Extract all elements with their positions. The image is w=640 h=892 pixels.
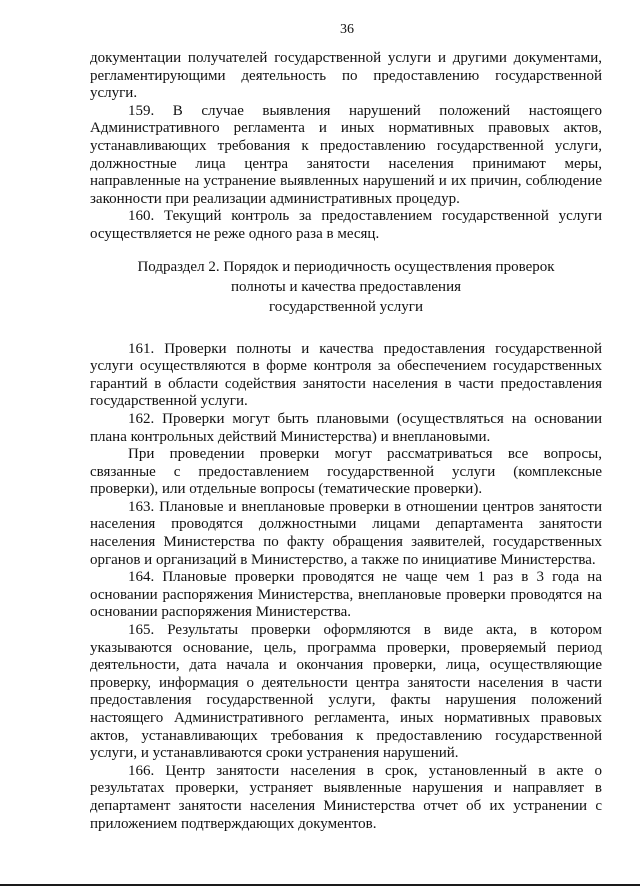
paragraph-162: 162. Проверки могут быть плановыми (осуществляться на основании плана контрольных действий Министерства) и внеплановыми.	[90, 410, 602, 445]
paragraph-159: 159. В случае выявления нарушений положений настоящего Административного регламента и иных нормативных правовых актов, устанавливающих требования к предоставлению государственной услуги, должностные лица центра занятости населения принимают меры, направленные на устранение выявленных нарушений и их причин, соблюдение законности при реализации административных процедур.	[90, 102, 602, 207]
document-body	[90, 50, 602, 833]
paragraph-166: 166. Центр занятости населения в срок, установленный в акте о результатах проверки, устраняет выявленные нарушения и направляет в департамент занятости населения Министерства отчет об их устранении с приложением подтверждающих документов.	[90, 762, 602, 832]
heading-line-2: полноты и качества предоставления	[230, 278, 462, 295]
scan-edge-line	[0, 884, 640, 886]
subsection-heading	[90, 257, 602, 317]
heading-line-1: Подраздел 2. Порядок и периодичность осуществления проверок	[137, 258, 555, 275]
paragraph-164: 164. Плановые проверки проводятся не чаще чем 1 раз в 3 года на основании распоряжения Министерства, внеплановые проверки проводятся на основании распоряжения Министерства.	[90, 569, 602, 621]
paragraph-continuation: документации получателей государственной услуги и другими документами, регламентирующими деятельность по предоставлению государственной услуги.	[90, 50, 602, 102]
paragraph-163: 163. Плановые и внеплановые проверки в отношении центров занятости населения проводятся должностными лицами департамента занятости населения Министерства по факту обращения заявителей, государственных органов и организаций в Министерство, а также по инициативе Министерства.	[90, 498, 602, 568]
paragraph-165: 165. Результаты проверки оформляются в виде акта, в котором указываются основание, цель, программа проверки, проверяемый период деятельности, дата начала и окончания проверки, лица, осуществляющие проверку, информация о деятельности центра занятости населения в части предоставления государственной услуги, факты нарушения положений настоящего Административного регламента, иных нормативных правовых актов, устанавливающих требования к предоставлению государственной услуги, и устанавливаются сроки устранения нарушений.	[90, 622, 602, 762]
paragraph-161: 161. Проверки полноты и качества предоставления государственной услуги осуществляются в форме контроля за обеспечением государственных гарантий в области содействия занятости населения в части предоставления государственной услуги.	[90, 340, 602, 410]
paragraph-160: 160. Текущий контроль за предоставлением государственной услуги осуществляется не реже одного раза в месяц.	[90, 208, 602, 242]
page-number: 36	[340, 22, 354, 37]
paragraph-162-continuation: При проведении проверки могут рассматриваться все вопросы, связанные с предоставлением государственной услуги (комплексные проверки), или отдельные вопросы (тематические проверки).	[90, 446, 602, 498]
heading-line-3: государственной услуги	[269, 298, 423, 315]
